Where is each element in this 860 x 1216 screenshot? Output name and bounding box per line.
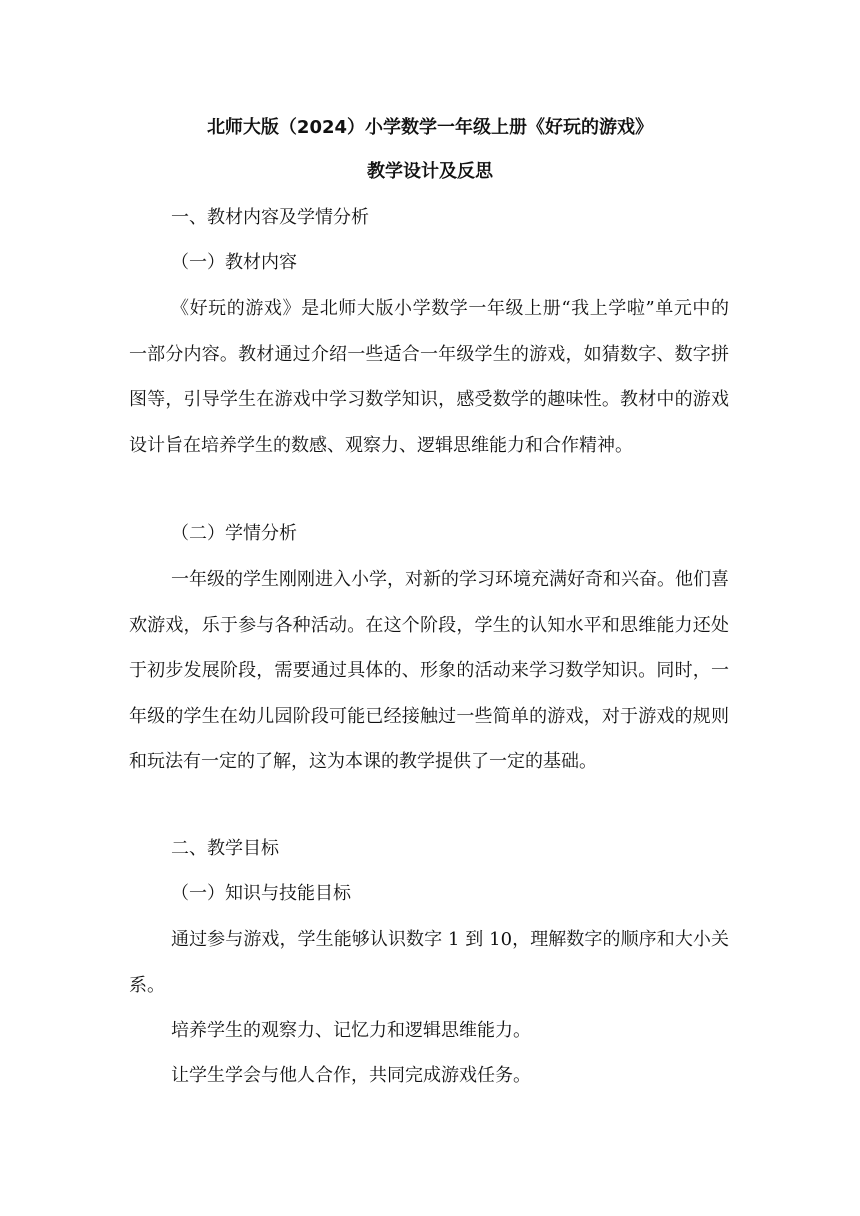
- subsection-heading-student-analysis: （二）学情分析: [171, 523, 297, 544]
- document-subtitle: 教学设计及反思: [367, 161, 493, 182]
- section-heading-teaching-goals: 二、教学目标: [171, 838, 279, 859]
- paragraph-goal-thinking: 培养学生的观察力、记忆力和逻辑思维能力。: [171, 1020, 531, 1041]
- paragraph-textbook-content: 《好玩的游戏》是北师大版小学数学一年级上册“我上学啦”单元中的一部分内容。教材通过介绍一些适合一年级学生的游戏，如猜数字、数字拼图等，引导学生在游戏中学习数学知识，感受数学的趣味性。教材中的游戏设计旨在培养学生的数感、观察力、逻辑思维能力和合作精神。: [129, 298, 729, 456]
- document-title: 北师大版（2024）小学数学一年级上册《好玩的游戏》: [206, 117, 654, 138]
- paragraph-goal-numbers: 通过参与游戏，学生能够认识数字 1 到 10，理解数字的顺序和大小关系。: [129, 929, 729, 996]
- section-heading-analysis: 一、教材内容及学情分析: [171, 207, 369, 228]
- paragraph-goal-cooperation: 让学生学会与他人合作，共同完成游戏任务。: [171, 1065, 531, 1086]
- subsection-heading-textbook: （一）教材内容: [171, 252, 297, 273]
- subsection-heading-knowledge-goals: （一）知识与技能目标: [171, 883, 351, 904]
- paragraph-student-analysis: 一年级的学生刚刚进入小学，对新的学习环境充满好奇和兴奋。他们喜欢游戏，乐于参与各种活动。在这个阶段，学生的认知水平和思维能力还处于初步发展阶段，需要通过具体的、形象的活动来学习数学知识。同时，一年级的学生在幼儿园阶段可能已经接触过一些简单的游戏，对于游戏的规则和玩法有一定的了解，这为本课的教学提供了一定的基础。: [129, 569, 729, 772]
